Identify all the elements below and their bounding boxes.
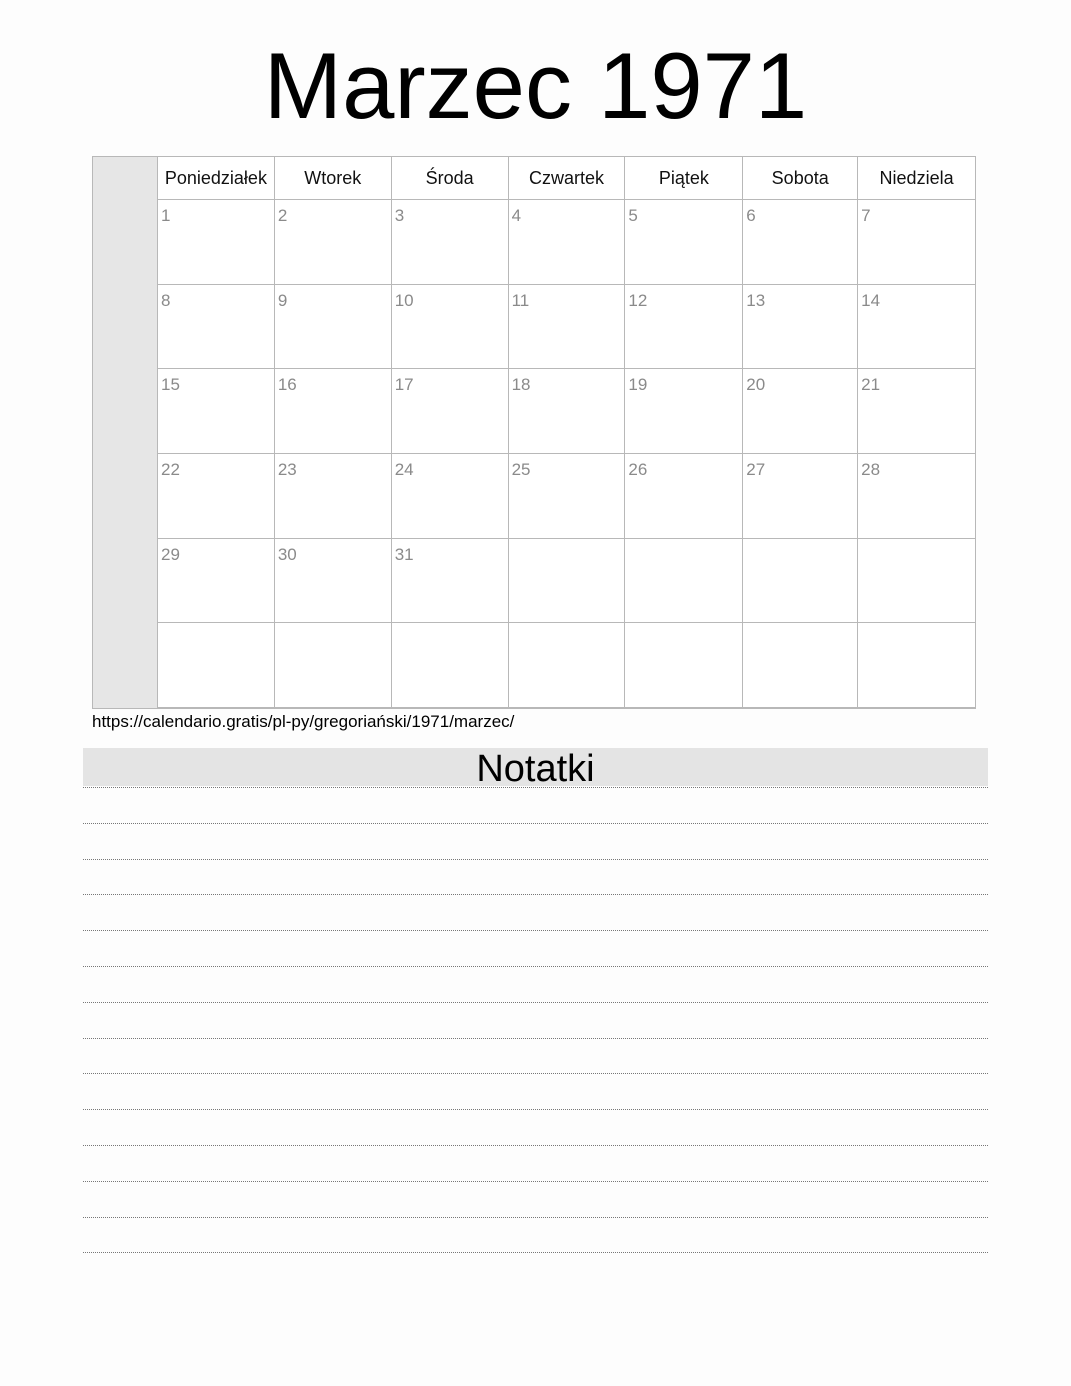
day-cell[interactable] [858, 623, 975, 708]
day-cell[interactable] [743, 369, 858, 454]
day-cell[interactable] [743, 285, 858, 370]
day-number: 10 [394, 290, 414, 310]
day-cell[interactable] [625, 200, 743, 285]
day-number: 1 [161, 206, 171, 225]
day-cell[interactable] [392, 200, 509, 285]
day-number: 7 [861, 206, 871, 225]
note-line[interactable] [83, 930, 988, 931]
day-cell[interactable] [158, 623, 275, 708]
day-cell[interactable] [275, 200, 392, 285]
day-number: 11 [511, 290, 530, 310]
day-cell[interactable] [275, 369, 392, 454]
day-cell[interactable] [743, 454, 858, 539]
day-number: 13 [746, 290, 766, 310]
note-line[interactable] [83, 1217, 988, 1218]
day-cell[interactable] [858, 454, 975, 539]
calendar-days-grid [158, 157, 975, 708]
day-number: 5 [628, 206, 638, 225]
day-number: 23 [277, 459, 297, 479]
page-title: Marzec 1971 [263, 33, 808, 138]
note-line[interactable] [83, 859, 988, 860]
day-cell[interactable] [509, 539, 626, 624]
day-cell[interactable] [858, 200, 975, 285]
day-cell[interactable] [392, 539, 509, 624]
day-cell[interactable] [625, 623, 743, 708]
day-number: 30 [277, 544, 297, 564]
note-line[interactable] [83, 1109, 988, 1110]
note-line[interactable] [83, 1252, 988, 1253]
day-number: 2 [277, 206, 288, 225]
weekday-header: Czwartek [509, 157, 626, 200]
day-cell[interactable] [392, 285, 509, 370]
day-cell[interactable] [858, 285, 975, 370]
day-cell[interactable] [509, 369, 626, 454]
note-line[interactable] [83, 823, 988, 824]
day-cell[interactable] [158, 200, 275, 285]
source-url-link[interactable]: https://calendario.gratis/pl-py/gregoriański/1971/marzec/ [92, 712, 515, 731]
day-cell[interactable] [392, 454, 509, 539]
notes-header: Notatki [83, 748, 988, 786]
day-cell[interactable] [858, 369, 975, 454]
weekday-header: Wtorek [275, 157, 392, 200]
day-number: 19 [628, 375, 648, 395]
day-cell[interactable] [392, 623, 509, 708]
day-number: 29 [161, 544, 180, 564]
day-cell[interactable] [858, 539, 975, 624]
day-number: 27 [746, 459, 766, 479]
day-cell[interactable] [625, 539, 743, 624]
note-line[interactable] [83, 1073, 988, 1074]
day-cell[interactable] [625, 454, 743, 539]
note-line[interactable] [83, 966, 988, 967]
day-number: 22 [161, 459, 180, 479]
weekday-header: Poniedziałek [158, 157, 275, 200]
note-line[interactable] [83, 1145, 988, 1146]
day-cell[interactable] [509, 454, 626, 539]
note-line[interactable] [83, 1038, 988, 1039]
day-cell[interactable] [158, 285, 275, 370]
day-number: 4 [511, 206, 522, 225]
day-number: 12 [628, 290, 648, 310]
day-cell[interactable] [158, 454, 275, 539]
note-line[interactable] [83, 1181, 988, 1182]
week-number-column [93, 157, 158, 708]
weekday-header: Środa [392, 157, 509, 200]
day-cell[interactable] [275, 623, 392, 708]
weekday-header: Niedziela [858, 157, 975, 200]
day-number: 3 [394, 206, 405, 225]
day-cell[interactable] [509, 200, 626, 285]
note-line[interactable] [83, 894, 988, 895]
day-number: 20 [746, 375, 766, 395]
day-number: 21 [861, 375, 881, 395]
day-cell[interactable] [158, 539, 275, 624]
day-cell[interactable] [509, 623, 626, 708]
calendar-grid [92, 156, 976, 709]
day-number: 24 [394, 459, 414, 479]
day-cell[interactable] [275, 539, 392, 624]
day-number: 25 [511, 459, 531, 479]
day-number: 17 [394, 375, 414, 395]
day-number: 8 [161, 290, 171, 310]
day-cell[interactable] [509, 285, 626, 370]
day-number: 16 [277, 375, 297, 395]
day-number: 6 [746, 206, 756, 225]
day-cell[interactable] [392, 369, 509, 454]
weekday-header: Piątek [625, 157, 743, 200]
day-number: 14 [861, 290, 881, 310]
day-number: 9 [277, 290, 288, 310]
day-cell[interactable] [275, 454, 392, 539]
weekday-header: Sobota [743, 157, 858, 200]
day-cell[interactable] [743, 623, 858, 708]
note-line[interactable] [83, 787, 988, 788]
day-cell[interactable] [743, 200, 858, 285]
day-number: 31 [394, 544, 414, 564]
note-line[interactable] [83, 1002, 988, 1003]
day-number: 28 [861, 459, 881, 479]
day-number: 15 [161, 375, 180, 395]
day-number: 26 [628, 459, 648, 479]
day-cell[interactable] [625, 369, 743, 454]
day-cell[interactable] [158, 369, 275, 454]
day-cell[interactable] [625, 285, 743, 370]
day-cell[interactable] [743, 539, 858, 624]
day-number: 18 [511, 375, 531, 395]
day-cell[interactable] [275, 285, 392, 370]
